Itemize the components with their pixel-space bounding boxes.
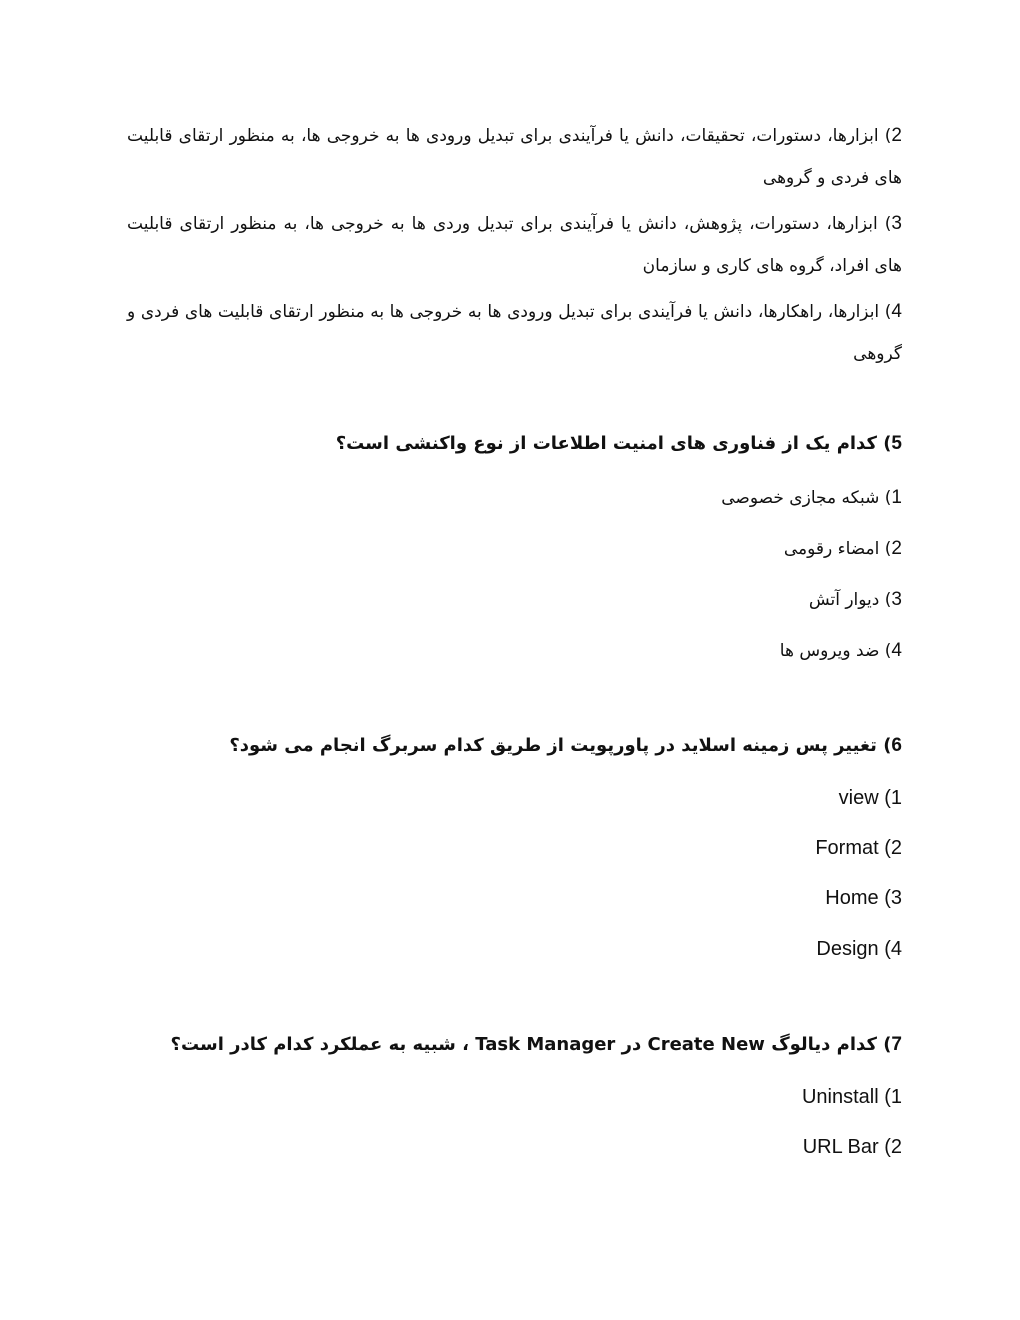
option-number: 1 [891,487,902,508]
option-2: 2) ابزارها، دستورات، تحقیقات، دانش یا فرآیندی برای تبدیل ورودی ها به خروجی ها، به منظور ارتقای قابلیت های فردی و گروهی [127,125,902,188]
question-number: 5 [891,433,902,454]
q5-option-4: 4) ضد ویروس ها [779,640,902,661]
q6-option-2: Format (2 [815,837,902,859]
question-text-part-2: در [621,1034,642,1055]
option-4: 4) ابزارها، راهکارها، دانش یا فرآیندی برای تبدیل ورودی ها به خروجی ها به منظور ارتقای قابلیت های فردی و گروهی [127,301,902,364]
q5-option-1: 1) شبکه مجازی خصوصی [721,487,902,508]
question-text: تغییر پس زمینه اسلاید در پاورپویت از طریق کدام سربرگ انجام می شود؟ [229,735,877,756]
option-number: 3 [891,589,902,610]
question-text-part-1: کدام دیالوگ [771,1034,877,1055]
question-number: 6 [891,735,902,756]
q5-option-2: 2) امضاء رقومی [783,538,902,559]
option-3: 3) ابزارها، دستورات، پژوهش، دانش یا فرآیندی برای تبدیل وردی ها به خروجی ها، به منظور ارتقای قابلیت های افراد، گروه های کاری و سازمان [127,213,902,276]
term-task-manager: Task Manager [475,1034,616,1055]
question-text: کدام یک از فناوری های امنیت اطلاعات از نوع واکنشی است؟ [335,433,877,454]
q6-option-1: view (1 [838,787,902,809]
q7-option-1: Uninstall (1 [801,1086,902,1108]
question-5: 5) کدام یک از فناوری های امنیت اطلاعات از نوع واکنشی است؟ [335,433,902,454]
q7-option-2: URL Bar (2 [802,1136,902,1158]
option-text: ابزارها، دستورات، پژوهش، دانش یا فرآیندی برای تبدیل وردی ها به خروجی ها، به منظور ارتقای قابلیت های افراد، گروه های کاری و سازمان [127,214,902,276]
option-text: ابزارها، راهکارها، دانش یا فرآیندی برای تبدیل ورودی ها به خروجی ها به منظور ارتقای قابلیت های فردی و گروهی [127,302,902,364]
q5-option-3: 3) دیوار آتش [808,589,902,610]
option-text: شبکه مجازی خصوصی [721,488,880,508]
question-7: 7) کدام دیالوگ Create New در Task Manager ، شبیه به عملکرد کدام کادر است؟ [170,1034,902,1055]
option-text: امضاء رقومی [783,539,880,559]
q6-option-3: Home (3 [825,887,902,909]
question-text-part-3: ، شبیه به عملکرد کدام کادر است؟ [170,1034,469,1055]
option-number: 2 [891,538,902,559]
option-text: ضد ویروس ها [779,641,880,661]
q6-option-4: Design (4 [816,938,902,960]
question-number: 7 [891,1034,902,1055]
option-number: 4 [891,640,902,661]
option-number: 4 [891,301,902,322]
option-number: 3 [891,213,902,234]
option-text: ابزارها، دستورات، تحقیقات، دانش یا فرآیندی برای تبدیل ورودی ها به خروجی ها، به منظور ارتقای قابلیت های فردی و گروهی [127,126,902,188]
term-create-new: Create New [647,1034,765,1055]
option-number: 2 [891,125,902,146]
question-6: 6) تغییر پس زمینه اسلاید در پاورپویت از طریق کدام سربرگ انجام می شود؟ [229,735,902,756]
option-text: دیوار آتش [808,590,880,610]
